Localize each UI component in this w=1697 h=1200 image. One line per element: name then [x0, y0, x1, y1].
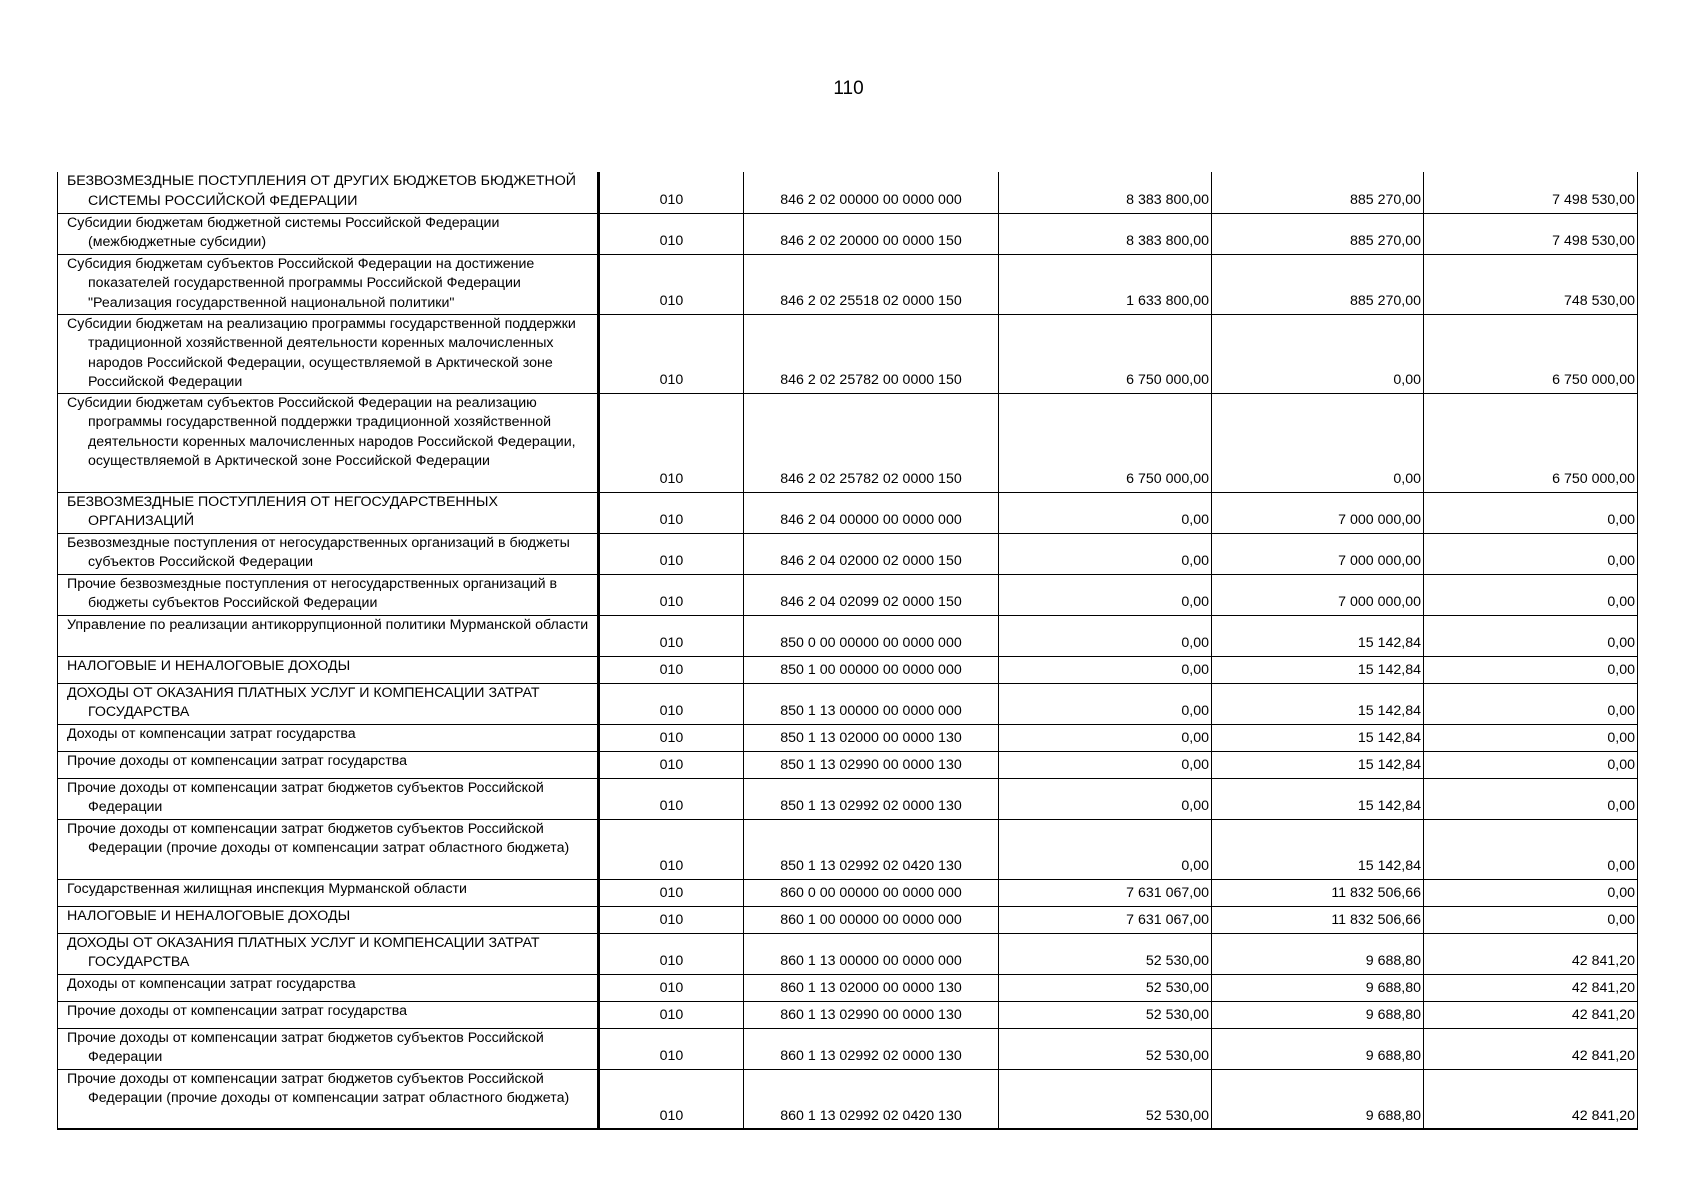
row-value-3: 0,00: [1424, 879, 1638, 906]
row-code: 010: [599, 1028, 744, 1069]
row-kbk: 846 2 02 20000 00 0000 150: [744, 213, 999, 254]
row-code: 010: [599, 1001, 744, 1028]
row-value-1: 52 530,00: [999, 1001, 1212, 1028]
row-value-1: 0,00: [999, 615, 1212, 656]
row-name: Прочие доходы от компенсации затрат государства: [58, 751, 599, 778]
row-value-1: 8 383 800,00: [999, 172, 1212, 213]
row-code: 010: [599, 393, 744, 492]
table-row: [58, 172, 1638, 213]
row-code: 010: [599, 879, 744, 906]
row-code: 010: [599, 683, 744, 724]
row-kbk: 850 1 13 02000 00 0000 130: [744, 724, 999, 751]
row-kbk: 846 2 04 02000 02 0000 150: [744, 533, 999, 574]
row-value-3: 0,00: [1424, 492, 1638, 533]
row-kbk: 846 2 04 00000 00 0000 000: [744, 492, 999, 533]
row-name: Прочие доходы от компенсации затрат бюджетов субъектов Российской Федерации: [58, 778, 599, 819]
row-kbk: 846 2 02 25782 02 0000 150: [744, 393, 999, 492]
table-row: [58, 393, 1638, 492]
table-row: [58, 819, 1638, 879]
row-value-1: 0,00: [999, 574, 1212, 615]
row-value-3: 7 498 530,00: [1424, 213, 1638, 254]
row-value-1: 52 530,00: [999, 1069, 1212, 1129]
table-row: [58, 1028, 1638, 1069]
row-value-2: 0,00: [1212, 393, 1424, 492]
row-value-1: 0,00: [999, 778, 1212, 819]
row-value-3: 42 841,20: [1424, 1001, 1638, 1028]
row-value-3: 6 750 000,00: [1424, 393, 1638, 492]
row-name: Прочие доходы от компенсации затрат бюджетов субъектов Российской Федерации: [58, 1028, 599, 1069]
row-code: 010: [599, 656, 744, 683]
row-value-1: 7 631 067,00: [999, 879, 1212, 906]
row-kbk: 850 0 00 00000 00 0000 000: [744, 615, 999, 656]
row-name: Прочие доходы от компенсации затрат государства: [58, 1001, 599, 1028]
row-code: 010: [599, 314, 744, 393]
row-code: 010: [599, 724, 744, 751]
row-name: Прочие доходы от компенсации затрат бюджетов субъектов Российской Федерации (прочие доходы от компенсации затрат областного бюджета): [58, 819, 599, 879]
row-value-3: 0,00: [1424, 656, 1638, 683]
row-name: НАЛОГОВЫЕ И НЕНАЛОГОВЫЕ ДОХОДЫ: [58, 656, 599, 683]
row-value-2: 15 142,84: [1212, 615, 1424, 656]
row-value-3: 0,00: [1424, 615, 1638, 656]
row-value-2: 11 832 506,66: [1212, 879, 1424, 906]
row-value-2: 7 000 000,00: [1212, 533, 1424, 574]
row-value-2: 9 688,80: [1212, 1069, 1424, 1129]
row-value-2: 7 000 000,00: [1212, 492, 1424, 533]
row-value-1: 52 530,00: [999, 974, 1212, 1001]
row-value-3: 42 841,20: [1424, 933, 1638, 974]
table-row: [58, 254, 1638, 314]
row-kbk: 850 1 13 02990 00 0000 130: [744, 751, 999, 778]
row-kbk: 860 1 00 00000 00 0000 000: [744, 906, 999, 933]
row-value-3: 42 841,20: [1424, 974, 1638, 1001]
row-value-3: 7 498 530,00: [1424, 172, 1638, 213]
row-name: Государственная жилищная инспекция Мурманской области: [58, 879, 599, 906]
row-code: 010: [599, 574, 744, 615]
row-code: 010: [599, 533, 744, 574]
budget-table-body: [58, 172, 1638, 1129]
table-row: [58, 906, 1638, 933]
row-kbk: 850 1 13 02992 02 0420 130: [744, 819, 999, 879]
row-value-1: 8 383 800,00: [999, 213, 1212, 254]
row-name: ДОХОДЫ ОТ ОКАЗАНИЯ ПЛАТНЫХ УСЛУГ И КОМПЕНСАЦИИ ЗАТРАТ ГОСУДАРСТВА: [58, 933, 599, 974]
row-code: 010: [599, 751, 744, 778]
row-code: 010: [599, 906, 744, 933]
row-value-2: 9 688,80: [1212, 1028, 1424, 1069]
row-value-1: 52 530,00: [999, 1028, 1212, 1069]
row-value-2: 0,00: [1212, 314, 1424, 393]
table-row: [58, 1069, 1638, 1129]
row-kbk: 846 2 04 02099 02 0000 150: [744, 574, 999, 615]
row-code: 010: [599, 778, 744, 819]
row-value-1: 0,00: [999, 656, 1212, 683]
row-value-2: 9 688,80: [1212, 974, 1424, 1001]
row-value-3: 0,00: [1424, 751, 1638, 778]
row-kbk: 860 1 13 02000 00 0000 130: [744, 974, 999, 1001]
row-value-3: 0,00: [1424, 533, 1638, 574]
row-value-2: 9 688,80: [1212, 933, 1424, 974]
row-name: Управление по реализации антикоррупционной политики Мурманской области: [58, 615, 599, 656]
table-row: [58, 683, 1638, 724]
row-value-1: 1 633 800,00: [999, 254, 1212, 314]
table-row: [58, 314, 1638, 393]
row-value-2: 15 142,84: [1212, 724, 1424, 751]
row-name: Субсидии бюджетам на реализацию программы государственной поддержки традиционной хозяйственной деятельности коренных малочисленных народов Российской Федерации, осуществляемой в Арктической зоне Российской Федерации: [58, 314, 599, 393]
row-kbk: 860 1 13 02992 02 0420 130: [744, 1069, 999, 1129]
row-kbk: 860 1 13 02990 00 0000 130: [744, 1001, 999, 1028]
row-value-2: 7 000 000,00: [1212, 574, 1424, 615]
table-row: [58, 533, 1638, 574]
row-value-2: 15 142,84: [1212, 751, 1424, 778]
row-value-3: 42 841,20: [1424, 1069, 1638, 1129]
row-value-1: 0,00: [999, 533, 1212, 574]
row-value-3: 42 841,20: [1424, 1028, 1638, 1069]
row-name: БЕЗВОЗМЕЗДНЫЕ ПОСТУПЛЕНИЯ ОТ НЕГОСУДАРСТВЕННЫХ ОРГАНИЗАЦИЙ: [58, 492, 599, 533]
row-value-3: 0,00: [1424, 724, 1638, 751]
row-value-1: 0,00: [999, 724, 1212, 751]
row-name: Прочие доходы от компенсации затрат бюджетов субъектов Российской Федерации (прочие доходы от компенсации затрат областного бюджета): [58, 1069, 599, 1129]
row-code: 010: [599, 1069, 744, 1129]
table-row: [58, 879, 1638, 906]
table-row: [58, 574, 1638, 615]
row-code: 010: [599, 492, 744, 533]
row-kbk: 850 1 00 00000 00 0000 000: [744, 656, 999, 683]
row-value-3: 0,00: [1424, 574, 1638, 615]
row-value-2: 15 142,84: [1212, 656, 1424, 683]
row-value-3: 748 530,00: [1424, 254, 1638, 314]
row-value-2: 885 270,00: [1212, 172, 1424, 213]
row-value-3: 0,00: [1424, 906, 1638, 933]
row-value-2: 15 142,84: [1212, 778, 1424, 819]
row-kbk: 846 2 02 25782 00 0000 150: [744, 314, 999, 393]
row-code: 010: [599, 172, 744, 213]
table-row: [58, 778, 1638, 819]
row-value-2: 9 688,80: [1212, 1001, 1424, 1028]
row-kbk: 850 1 13 00000 00 0000 000: [744, 683, 999, 724]
row-kbk: 860 1 13 02992 02 0000 130: [744, 1028, 999, 1069]
row-kbk: 860 0 00 00000 00 0000 000: [744, 879, 999, 906]
row-value-1: 0,00: [999, 683, 1212, 724]
row-value-3: 0,00: [1424, 819, 1638, 879]
row-kbk: 846 2 02 00000 00 0000 000: [744, 172, 999, 213]
row-name: Субсидии бюджетам субъектов Российской Федерации на реализацию программы государственной поддержки традиционной хозяйственной деятельности коренных малочисленных народов Российской Федерации, осуществляемой в Арктической зоне Российской Федерации: [58, 393, 599, 492]
row-kbk: 846 2 02 25518 02 0000 150: [744, 254, 999, 314]
row-value-1: 0,00: [999, 751, 1212, 778]
row-value-1: 0,00: [999, 819, 1212, 879]
table-row: [58, 724, 1638, 751]
row-name: Субсидии бюджетам бюджетной системы Российской Федерации (межбюджетные субсидии): [58, 213, 599, 254]
row-value-3: 0,00: [1424, 683, 1638, 724]
row-name: Субсидия бюджетам субъектов Российской Федерации на достижение показателей государственной программы Российской Федерации "Реализация государственной национальной политики": [58, 254, 599, 314]
row-code: 010: [599, 213, 744, 254]
row-name: Доходы от компенсации затрат государства: [58, 974, 599, 1001]
row-code: 010: [599, 933, 744, 974]
table-row: [58, 615, 1638, 656]
table-row: [58, 213, 1638, 254]
row-code: 010: [599, 819, 744, 879]
table-row: [58, 492, 1638, 533]
table-row: [58, 656, 1638, 683]
row-value-2: 15 142,84: [1212, 819, 1424, 879]
row-value-2: 11 832 506,66: [1212, 906, 1424, 933]
row-name: Безвозмездные поступления от негосударственных организаций в бюджеты субъектов Российской Федерации: [58, 533, 599, 574]
row-kbk: 850 1 13 02992 02 0000 130: [744, 778, 999, 819]
page-number: 110: [833, 78, 864, 99]
row-value-1: 6 750 000,00: [999, 314, 1212, 393]
row-value-2: 15 142,84: [1212, 683, 1424, 724]
row-kbk: 860 1 13 00000 00 0000 000: [744, 933, 999, 974]
row-code: 010: [599, 615, 744, 656]
row-value-1: 7 631 067,00: [999, 906, 1212, 933]
row-name: Прочие безвозмездные поступления от негосударственных организаций в бюджеты субъектов Российской Федерации: [58, 574, 599, 615]
row-value-2: 885 270,00: [1212, 254, 1424, 314]
table-row: [58, 751, 1638, 778]
budget-table: [57, 172, 1638, 1130]
row-value-1: 0,00: [999, 492, 1212, 533]
row-value-1: 52 530,00: [999, 933, 1212, 974]
row-name: Доходы от компенсации затрат государства: [58, 724, 599, 751]
table-row: [58, 1001, 1638, 1028]
row-value-2: 885 270,00: [1212, 213, 1424, 254]
row-code: 010: [599, 974, 744, 1001]
row-value-3: 6 750 000,00: [1424, 314, 1638, 393]
table-row: [58, 974, 1638, 1001]
table-row: [58, 933, 1638, 974]
row-value-3: 0,00: [1424, 778, 1638, 819]
row-name: БЕЗВОЗМЕЗДНЫЕ ПОСТУПЛЕНИЯ ОТ ДРУГИХ БЮДЖЕТОВ БЮДЖЕТНОЙ СИСТЕМЫ РОССИЙСКОЙ ФЕДЕРАЦИИ: [58, 172, 599, 213]
row-code: 010: [599, 254, 744, 314]
row-name: ДОХОДЫ ОТ ОКАЗАНИЯ ПЛАТНЫХ УСЛУГ И КОМПЕНСАЦИИ ЗАТРАТ ГОСУДАРСТВА: [58, 683, 599, 724]
row-value-1: 6 750 000,00: [999, 393, 1212, 492]
row-name: НАЛОГОВЫЕ И НЕНАЛОГОВЫЕ ДОХОДЫ: [58, 906, 599, 933]
